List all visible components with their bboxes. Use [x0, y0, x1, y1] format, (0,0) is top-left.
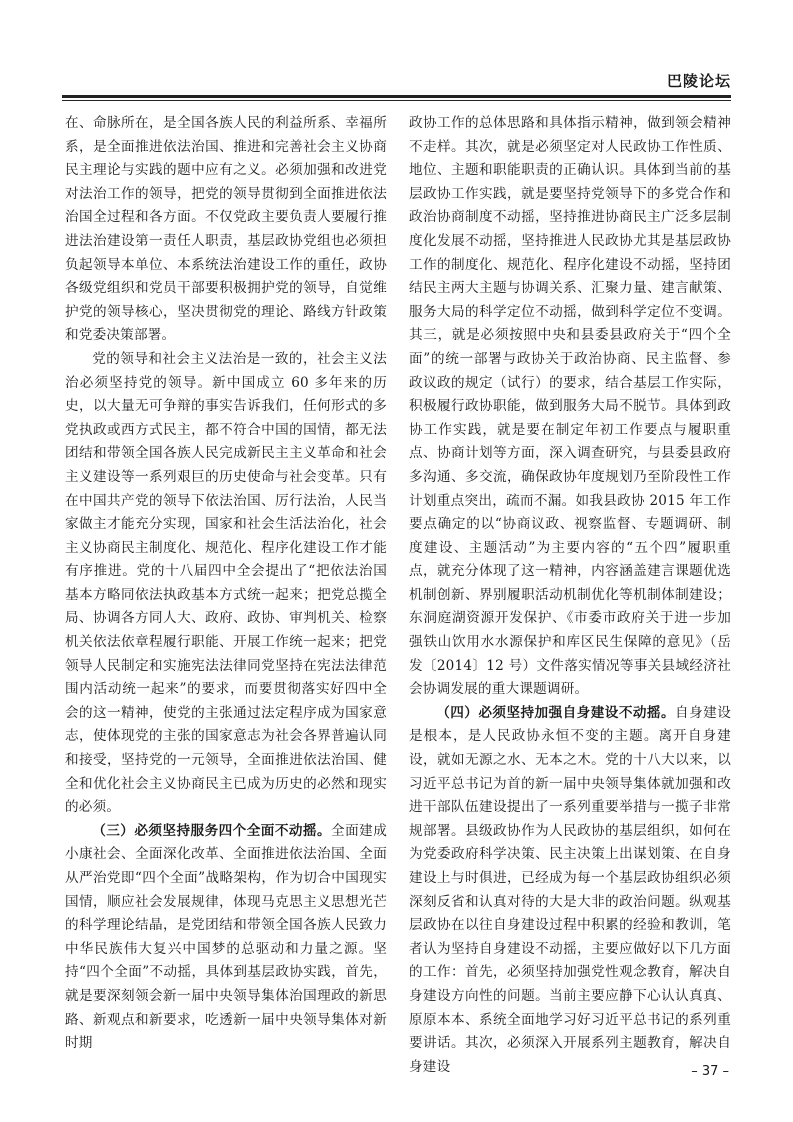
paragraph [409, 702, 731, 1080]
section-heading: （四）必须坚持加强自身建设不动摇。 [436, 704, 676, 721]
paragraph: 党的领导和社会主义法治是一致的，社会主义法治必须坚持党的领导。新中国成立 60 多年来的历史，以大量无可争辩的事实告诉我们，任何形式的多党执政或西方式民主，都不符合中国的国情，都无法团结和带领全国各族人民完成新民主主义革命和社会主义建设等一系列艰巨的历史使命与社会变革。只有在中国共产党的领导下依法治国、厉行法治，人民当家做主才能充分实现，国家和社会生活法治化，社会主义协商民主制度化、规范化、程序化建设工作才能有序推进。党的十八届四中全会提出了“把依法治国基本方略同依法执政基本方式统一起来；把党总揽全局、协调各方同人大、政府、政协、审判机关、检察机关依法依章程履行职能、开展工作统一起来；把党领导人民制定和实施宪法法律同党坚持在宪法法律范围内活动统一起来”的要求，而要贯彻落实好四中全会的这一精神，使党的主张通过法定程序成为国家意志，使体现党的主张的国家意志为社会各界普遍认同和接受，坚持党的一元领导，全面推进依法治国、健全和优化社会主义协商民主已成为历史的必然和现实的必须。 [65, 350, 387, 816]
paragraph: 在、命脉所在，是全国各族人民的利益所系、幸福所系，是全面推进依法治国、推进和完善社会主义协商民主理论与实践的题中应有之义。必须加强和改进党对法治工作的领导，把党的领导贯彻到全面推进依法治国全过程和各方面。不仅党政主要负责人要履行推进法治建设第一责任人职责，基层政协党组也必须担负起领导本单位、本系统法治建设工作的重任，政协各级党组织和党员干部要积极拥护党的领导，自觉维护党的领导核心，坚决贯彻党的理论、路线方针政策和党委决策部署。 [65, 115, 387, 344]
paragraph-body: 自身建设是根本，是人民政协永恒不变的主题。离开自身建设，就如无源之水、无本之木。党的十八大以来，以习近平总书记为首的新一届中央领导集体就加强和改进干部队伍建设提出了一系列重要举措与一揽子非常规部署。县级政协作为人民政协的基层组织，如何在为党委政府科学决策、民主决策上出谋划策、在自身建设上与时俱进，已经成为每一个基层政协组织必须深刻反省和认真对待的大是大非的政治问题。纵观基层政协在以往自身建设过程中积累的经验和教训，笔者认为坚持自身建设不动摇，主要应做好以下几方面的工作：首先，必须坚持加强党性观念教育，解决自身建设方向性的问题。当前主要应静下心认认真真、原原本本、系统全面地学习好习近平总书记的系列重要讲话。其次，必须深入开展系列主题教育，解决自身建设 [409, 704, 731, 1075]
left-column [65, 112, 387, 1056]
right-column [409, 112, 731, 1079]
section-heading: （三）必须坚持服务四个全面不动摇。 [92, 822, 332, 839]
header-rule [62, 95, 731, 98]
paragraph: 政协工作的总体思路和具体指示精神，做到领会精神不走样。其次，就是必须坚定对人民政协工作性质、地位、主题和职能职责的正确认识。具体到当前的基层政协工作实践，就是要坚持党领导下的多党合作和政治协商制度不动摇，坚持推进协商民主广泛多层制度化发展不动摇，坚持推进人民政协尤其是基层政协工作的制度化、规范化、程序化建设不动摇，坚持团结民主两大主题与协调关系、汇聚力量、建言献策、服务大局的科学定位不动摇，做到科学定位不变调。其三，就是必须按照中央和县委县政府关于“四个全面”的统一部署与政协关于政治协商、民主监督、参政议政的规定（试行）的要求，结合基层工作实际，积极履行政协职能，做到服务大局不脱节。具体到政协工作实践，就是要在制定年初工作要点与履职重点、协商计划等方面，深入调查研究，与县委县政府多沟通、多交流，确保政协年度规划乃至阶段性工作计划重点突出，疏而不漏。如我县政协 2015 年工作要点确定的以“协商议政、视察监督、专题调研、制度建设、主题活动”为主要内容的“五个四”履职重点，就充分体现了这一精神，内容涵盖建言课题优选机制创新、界别履职活动机制优化等机制体制建设；东洞庭湖资源开发保护、《市委市政府关于进一步加强铁山饮用水水源保护和库区民生保障的意见》（岳发〔2014〕12 号）文件落实情况等事关县域经济社会协调发展的重大课题调研。 [409, 115, 731, 698]
journal-title: 巴陵论坛 [666, 72, 731, 90]
paragraph [65, 820, 387, 1056]
paragraph-body: 全面建成小康社会、全面深化改革、全面推进依法治国、全面从严治党即“四个全面”战略架构，作为切合中国现实国情，顺应社会发展规律，体现马克思主义思想光芒的科学理论结晶，是党团结和带领全国各族人民致力中华民族伟大复兴中国梦的总驱动和力量之源。坚持“四个全面”不动摇，具体到基层政协实践，首先，就是要深刻领会新一届中央领导集体治国理政的新思路、新观点和新要求，吃透新一届中央领导集体对新时期 [65, 822, 387, 1052]
page-number: – 37 – [691, 1064, 729, 1079]
header-rule-thin [62, 100, 731, 101]
